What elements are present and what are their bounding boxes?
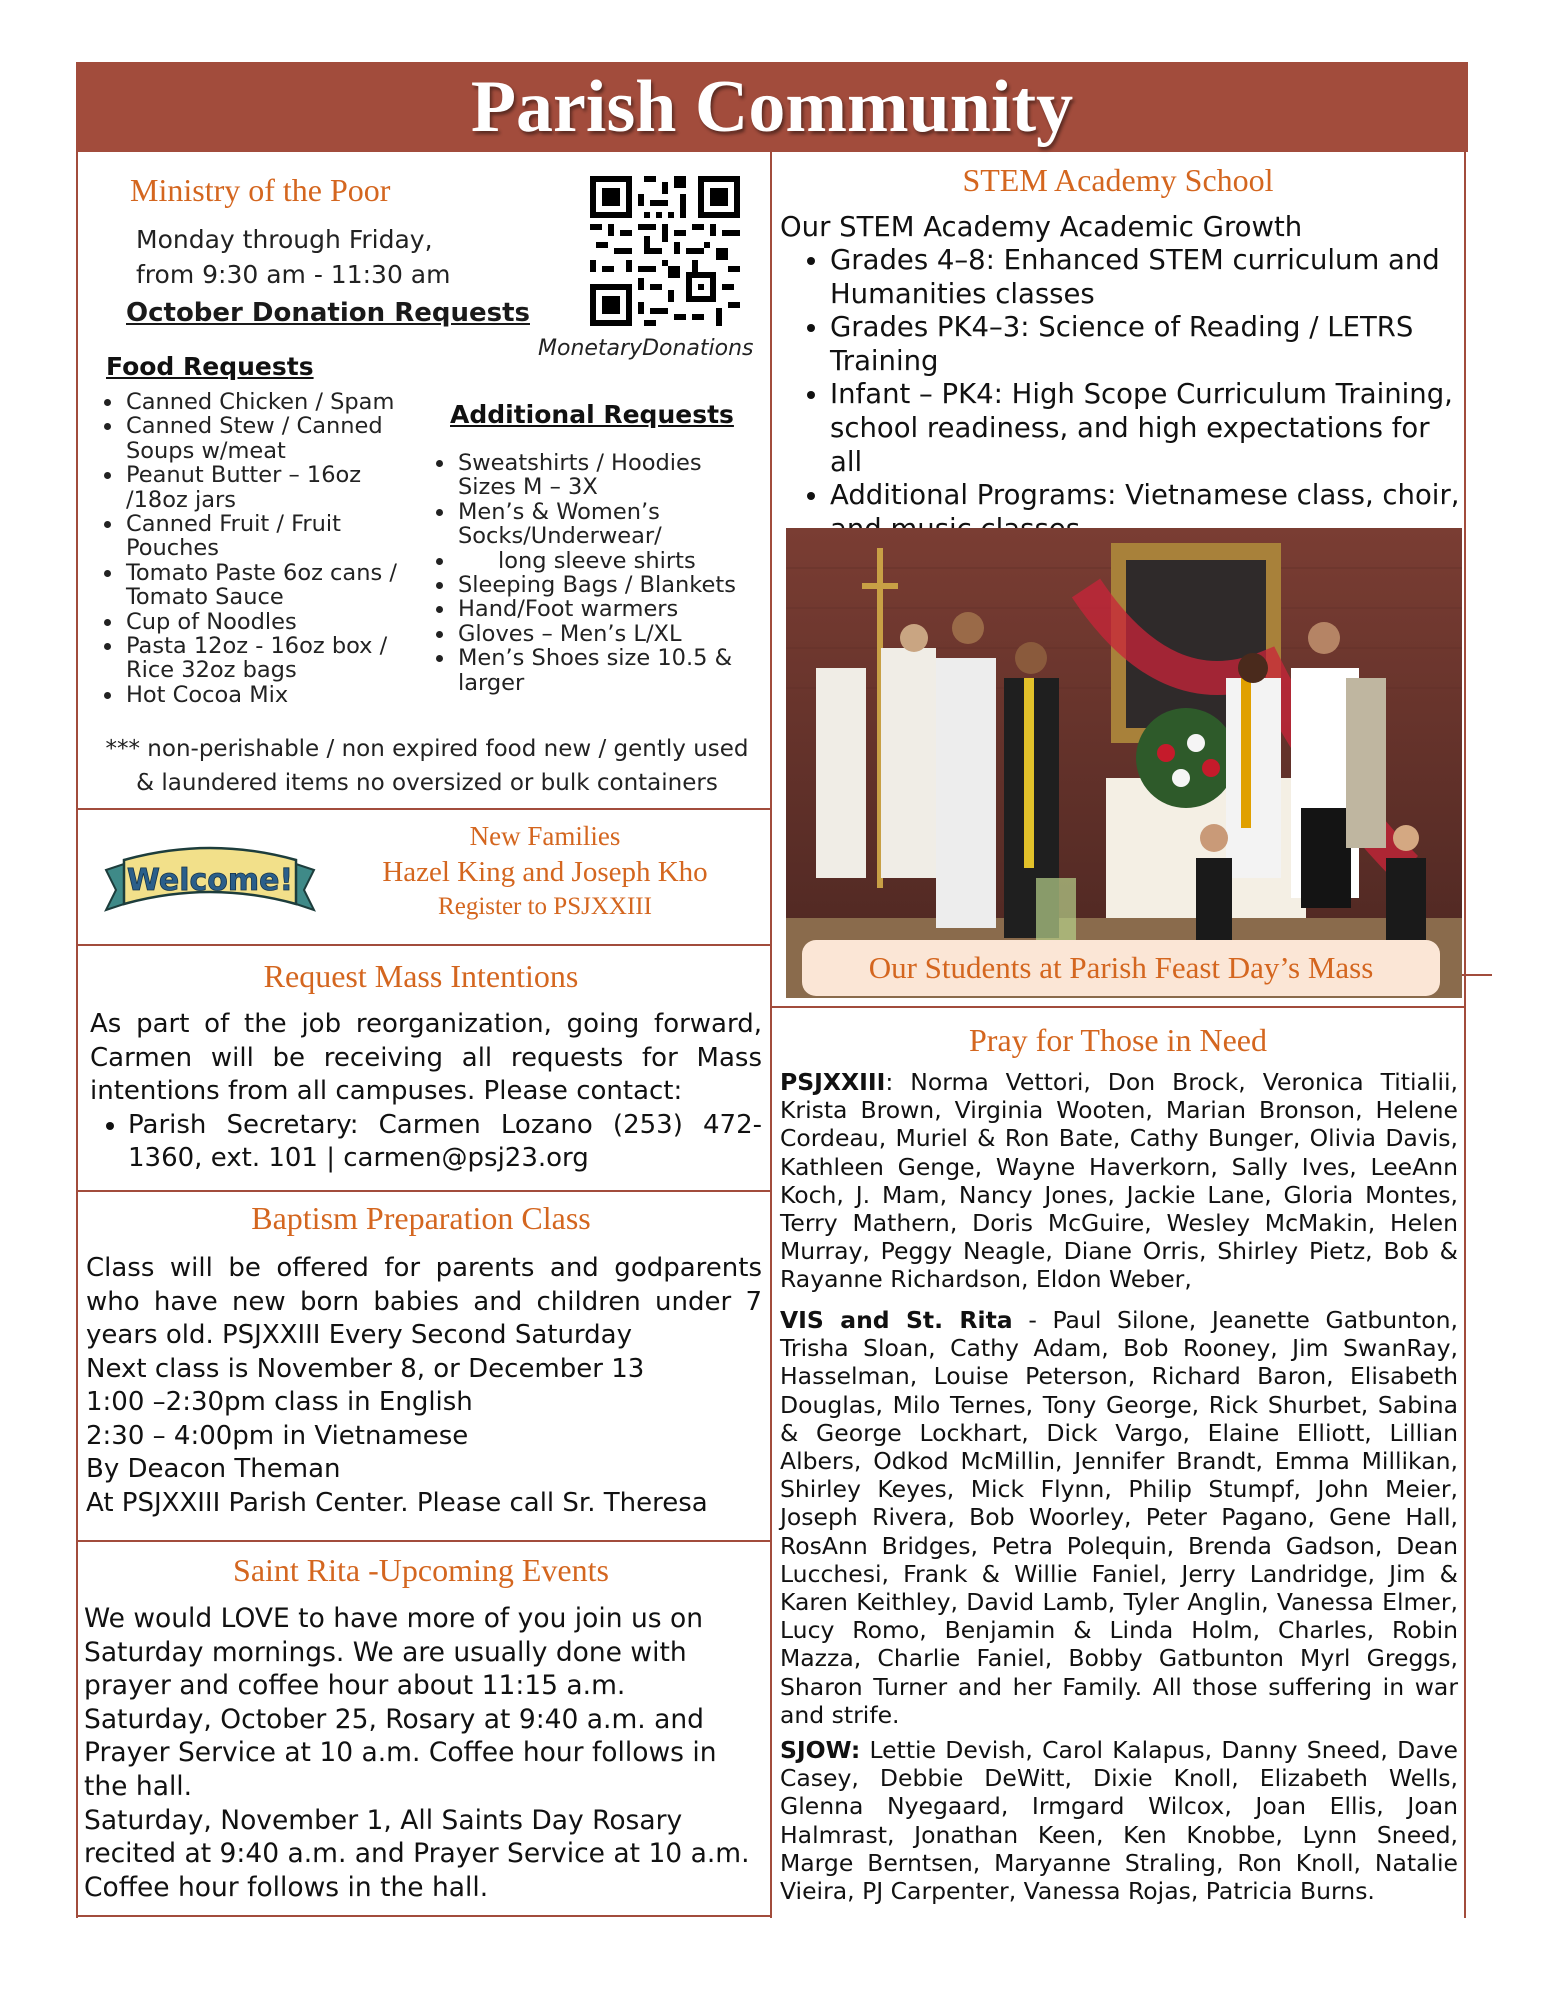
food-requests-heading: Food Requests: [106, 352, 314, 381]
qr-caption: MonetaryDonations: [538, 336, 754, 361]
prayer-list-sjow: [780, 1736, 1458, 1905]
page-banner: [76, 62, 1468, 152]
frame-left-line: [76, 152, 78, 1918]
welcome-banner-text: Welcome!: [126, 863, 294, 898]
mass-contact: • Parish Secretary: Carmen Lozano (253) 472-1360, ext. 101 | carmen@psj23.org: [128, 1109, 762, 1176]
prayer-group-names: : Norma Vettori, Don Brock, Veronica Titialii, Krista Brown, Virginia Wooten, Marian Bronson, Helene Cordeau, Muriel & Ron Bate, Cathy Bunger, Olivia Davis, Kathleen Genge, Wayne Haverkorn, Sally Ives, LeeAnn Koch, J. Mam, Nancy Jones, Jackie Lane, Gloria Montes, Terry Mathern, Doris McGuire, Wesley McMakin, Helen Murray, Peggy Neagle, Diane Orris, Shirley Pietz, Bob & Rayanne Richardson, Eldon Weber,: [780, 1068, 1458, 1294]
prayer-list-psjxxiii: [780, 1068, 1458, 1294]
list-item: • Sweatshirts / Hoodies Sizes M – 3X: [456, 451, 762, 500]
baptism-line: By Deacon Theman: [86, 1454, 341, 1484]
list-item: • Hot Cocoa Mix: [124, 683, 430, 707]
list-item: • long sleeve shirts: [456, 549, 762, 573]
prayer-group-label: VIS and St. Rita: [780, 1306, 1013, 1334]
baptism-line: At PSJXXIII Parish Center. Please call Sr. Theresa: [86, 1487, 708, 1518]
schedule-line: from 9:30 am - 11:30 am: [136, 260, 451, 289]
prayer-group-label: SJOW:: [780, 1736, 861, 1764]
baptism-intro: Class will be offered for parents and godparents who have new born babies and children under 7 years old. PSJXXIII Every Second Saturday: [86, 1253, 762, 1350]
list-item: • Canned Fruit / Fruit Pouches: [124, 512, 430, 561]
stem-list: [780, 244, 1470, 546]
list-item: • Gloves – Men’s L/XL: [456, 622, 762, 646]
donation-heading: October Donation Requests: [126, 298, 530, 328]
list-item: • Additional Programs: Vietnamese class, choir,: [830, 479, 1470, 546]
ministry-schedule: [136, 222, 450, 292]
list-item: • Hand/Foot warmers: [456, 597, 762, 621]
photo-caption: Our Students at Parish Feast Day’s Mass: [802, 940, 1440, 996]
list-item: • Peanut Butter – 16oz /18oz jars: [124, 463, 430, 512]
page-title: Parish Community: [470, 66, 1074, 148]
schedule-line: Monday through Friday,: [136, 225, 433, 254]
mass-intentions-body: [90, 1008, 762, 1176]
divider: [770, 1006, 1466, 1008]
divider: [76, 808, 772, 810]
ministry-title: Ministry of the Poor: [130, 172, 391, 208]
welcome-banner-icon: [100, 840, 320, 932]
divider: [76, 1915, 772, 1917]
mass-intentions-title: Request Mass Intentions: [263, 958, 579, 994]
baptism-line: 2:30 – 4:00pm in Vietnamese: [86, 1420, 469, 1451]
divider: [76, 1540, 772, 1542]
saint-rita-body: [84, 1602, 764, 1904]
prayer-list-vis-st-rita: [780, 1306, 1458, 1729]
list-item: • Cup of Noodles: [124, 610, 430, 634]
baptism-line: Next class is November 8, or December 13: [86, 1353, 645, 1384]
saint-rita-title: Saint Rita -Upcoming Events: [233, 1552, 609, 1588]
new-families-names: Hazel King and Joseph Kho: [382, 856, 708, 888]
divider: [76, 944, 772, 946]
new-families-register: Register to PSJXXIII: [438, 893, 652, 920]
list-item: • Grades 4–8: Enhanced STEM curriculum and Humanities classes: [830, 244, 1470, 311]
list-item: • Men’s Shoes size 10.5 & larger: [456, 646, 762, 695]
baptism-title: Baptism Preparation Class: [251, 1200, 591, 1236]
list-item: • Canned Stew / Canned Soups w/meat: [124, 414, 430, 463]
list-item: • Sleeping Bags / Blankets: [456, 573, 762, 597]
list-item: • Grades PK4–3: Science of Reading / LETRS Training: [830, 311, 1470, 378]
saint-rita-paragraph: Saturday, October 25, Rosary at 9:40 a.m. and Prayer Service at 10 a.m. Coffee hour follows in the hall.: [84, 1703, 717, 1802]
qr-code-icon[interactable]: [590, 175, 740, 327]
stem-intro: Our STEM Academy Academic Growth: [780, 211, 1303, 243]
additional-requests-list: [432, 451, 762, 695]
prayer-group-names: - Paul Silone, Jeanette Gatbunton, Trisha Sloan, Cathy Adam, Bob Rooney, Jim SwanRay, Hasselman, Louise Peterson, Richard Baron, Elisabeth Douglas, Milo Ternes, Tony George, Rick Shurbet, Sabina & George Lockhart, Dick Vargo, Elaine Elliott, Lillian Albers, Odkod McMillin, Jennifer Brandt, Emma Millikan, Shirley Keyes, Mick Flynn, Philip Stumpf, John Meier, Joseph Rivera, Bob Woorley, Peter Pagano, Gene Hall, RosAnn Bridges, Petra Polequin, Brenda Gadson, Dean Lucchesi, Frank & Willie Faniel, Jerry Landridge, Jim & Karen Keithley, David Lamb, Tyler Anglin, Vanessa Elmer, Lucy Romo, Benjamin & Linda Holm, Charles, Robin Mazza, Charlie Faniel, Bobby Gatbunton Myrl Greggs, Sharon Turner and her Family. All those suffering in war and strife.: [780, 1306, 1458, 1729]
pray-title: Pray for Those in Need: [969, 1022, 1267, 1058]
prayer-group-label: PSJXXIII: [780, 1068, 886, 1096]
list-item: • Tomato Paste 6oz cans / Tomato Sauce: [124, 561, 430, 610]
list-item: • Canned Chicken / Spam: [124, 390, 430, 414]
additional-requests-heading: Additional Requests: [450, 400, 734, 429]
baptism-body: [86, 1252, 762, 1520]
new-families-block: [340, 818, 750, 924]
stem-title: STEM Academy School: [962, 162, 1274, 198]
prayer-group-names: Lettie Devish, Carol Kalapus, Danny Sneed, Dave Casey, Debbie DeWitt, Dixie Knoll, Elizabeth Wells, Glenna Nyegaard, Irmgard Wilcox, Joan Ellis, Joan Halmrast, Jonathan Keen, Ken Knobbe, Lynn Sneed, Marge Berntsen, Maryanne Straling, Ron Knoll, Natalie Vieira, PJ Carpenter, Vanessa Rojas, Patricia Burns.: [780, 1736, 1458, 1906]
divider: [1462, 974, 1492, 976]
baptism-line: 1:00 –2:30pm class in English: [86, 1387, 473, 1417]
saint-rita-paragraph: Saturday, November 1, All Saints Day Rosary recited at 9:40 a.m. and Prayer Service at 10 a.m. Coffee hour follows in the hall.: [84, 1804, 750, 1903]
list-item: • Infant – PK4: High Scope Curriculum Training, school readiness, and high expectations for all: [830, 378, 1470, 479]
list-item: • Men’s & Women’s Socks/Underwear/: [456, 500, 762, 549]
donation-note: *** non-perishable / non expired food new / gently used & laundered items no oversized or bulk containers: [105, 736, 749, 796]
food-requests-list: [100, 390, 430, 707]
mass-intentions-text: As part of the job reorganization, going forward, Carmen will be receiving all requests for Mass intentions from all campuses. Please contact:: [90, 1009, 762, 1106]
list-item: • Pasta 12oz - 16oz box / Rice 32oz bags: [124, 634, 430, 683]
divider: [76, 1190, 772, 1192]
new-families-heading: New Families: [469, 821, 621, 851]
feast-day-photo: [786, 528, 1462, 998]
saint-rita-paragraph: We would LOVE to have more of you join us on Saturday mornings. We are usually done with prayer and coffee hour about 11:15 a.m.: [84, 1603, 703, 1702]
